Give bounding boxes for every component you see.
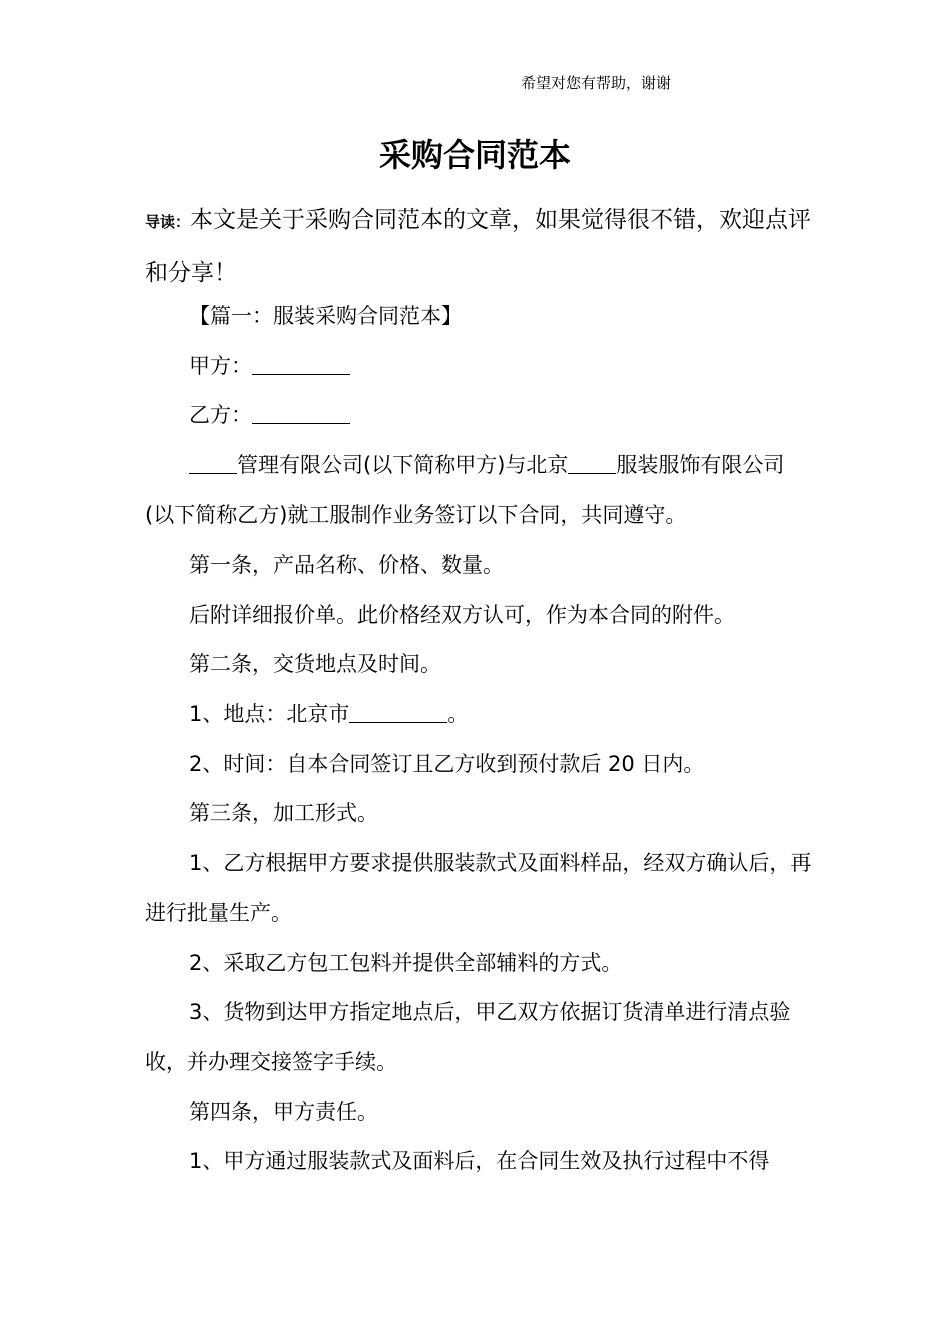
- article-3-title: 第三条，加工形式。: [189, 801, 378, 825]
- party-b-blank: [252, 403, 350, 424]
- article-2-item-1: [145, 689, 813, 739]
- intro-label: 导读：: [145, 213, 191, 231]
- location-label: 1、地点：北京市: [189, 702, 350, 726]
- agreement-paragraph: [145, 440, 813, 540]
- company-b-blank: [568, 453, 616, 474]
- party-b-label: 乙方：: [189, 403, 252, 427]
- article-4-item-1: 1、甲方通过服装款式及面料后，在合同生效及执行过程中不得: [189, 1149, 770, 1173]
- document-title: 采购合同范本: [378, 136, 571, 174]
- location-end: 。: [447, 702, 469, 726]
- article-4-title: 第四条，甲方责任。: [189, 1100, 378, 1124]
- party-a-label: 甲方：: [189, 354, 252, 378]
- article-3-item-1: 1、乙方根据甲方要求提供服装款式及面料样品，经双方确认后，再进行批量生产。: [145, 851, 812, 925]
- location-blank: [349, 702, 447, 723]
- intro-text: 本文是关于采购合同范本的文章，如果觉得很不错，欢迎点评和分享！: [145, 207, 812, 286]
- intro-paragraph: [145, 195, 813, 299]
- agreement-text-1: 管理有限公司(以下简称甲方)与北京: [237, 453, 569, 477]
- party-b-line: [145, 390, 813, 440]
- header-note: 希望对您有帮助，谢谢: [521, 74, 672, 92]
- article-2-item-2: 2、时间：自本合同签订且乙方收到预付款后 20 日内。: [189, 752, 705, 776]
- article-3-item-3: 3、货物到达甲方指定地点后，甲乙双方依据订货清单进行清点验收，并办理交接签字手续。: [145, 1000, 791, 1074]
- party-a-blank: [252, 354, 350, 375]
- section-heading: 【篇一：服装采购合同范本】: [189, 304, 462, 328]
- article-2-title: 第二条，交货地点及时间。: [189, 652, 441, 676]
- party-a-line: [145, 341, 813, 391]
- company-a-blank: [189, 453, 237, 474]
- agreement-text-2: 服装服饰有限公司(以下简称乙方)就工服制作业务签订以下合同，共同遵守。: [145, 453, 785, 527]
- article-1-text: 后附详细报价单。此价格经双方认可，作为本合同的附件。: [189, 603, 735, 627]
- article-1-title: 第一条，产品名称、价格、数量。: [189, 553, 504, 577]
- article-3-item-2: 2、采取乙方包工包料并提供全部辅料的方式。: [189, 951, 623, 975]
